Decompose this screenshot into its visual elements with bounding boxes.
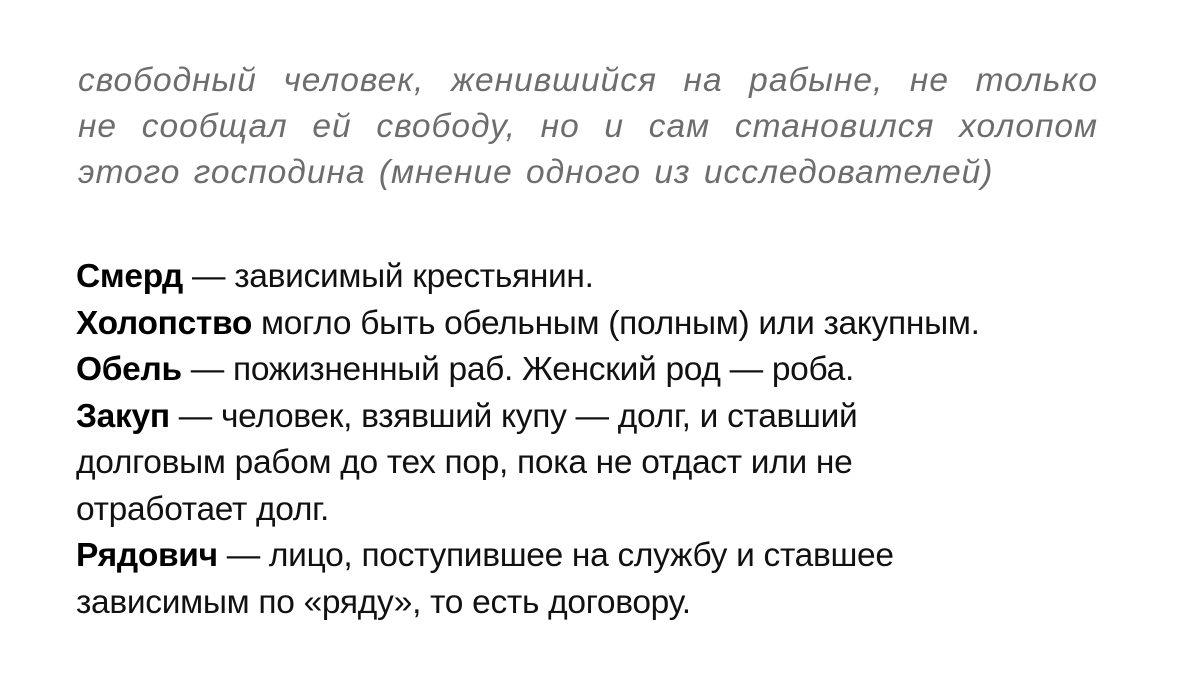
definition-smerd: [76, 254, 1176, 301]
quote-line: не сообщал ей свободу, но и сам становился холопом: [78, 108, 1098, 145]
definition-zakup-cont: отработает долг.: [76, 490, 329, 528]
definition-text: могло быть обельным (полным) или закупным.: [252, 304, 980, 342]
definition-obel: [76, 347, 1176, 394]
definition-zakup: [76, 394, 1176, 441]
definition-text: — пожизненный раб. Женский род — роба.: [181, 351, 854, 388]
term-label: Рядович: [76, 537, 218, 574]
definition-zakup-cont: долговым рабом до тех пор, пока не отдаст или не: [76, 444, 853, 481]
term-label: Обель: [76, 351, 182, 388]
definition-text: — лицо, поступившее на службу и ставшее: [217, 537, 894, 574]
definition-ryadovich-cont: зависимым по «ряду», то есть договору.: [76, 583, 691, 621]
definitions-list: [76, 254, 1176, 626]
definition-text: — человек, взявший купу — долг, и ставший: [169, 397, 858, 435]
term-label: Смерд: [76, 258, 183, 295]
quote-line: свободный человек, женившийся на рабыне, не только: [78, 62, 1098, 99]
definition-ryadovich: [76, 533, 1176, 580]
term-label: Холопство: [76, 304, 253, 342]
definition-kholopstvo: [76, 301, 1176, 348]
quote-line: этого господина (мнение одного из исследователей): [78, 154, 994, 191]
term-label: Закуп: [76, 397, 170, 435]
definition-text: — зависимый крестьянин.: [183, 258, 594, 295]
quote-block: [78, 58, 1098, 196]
